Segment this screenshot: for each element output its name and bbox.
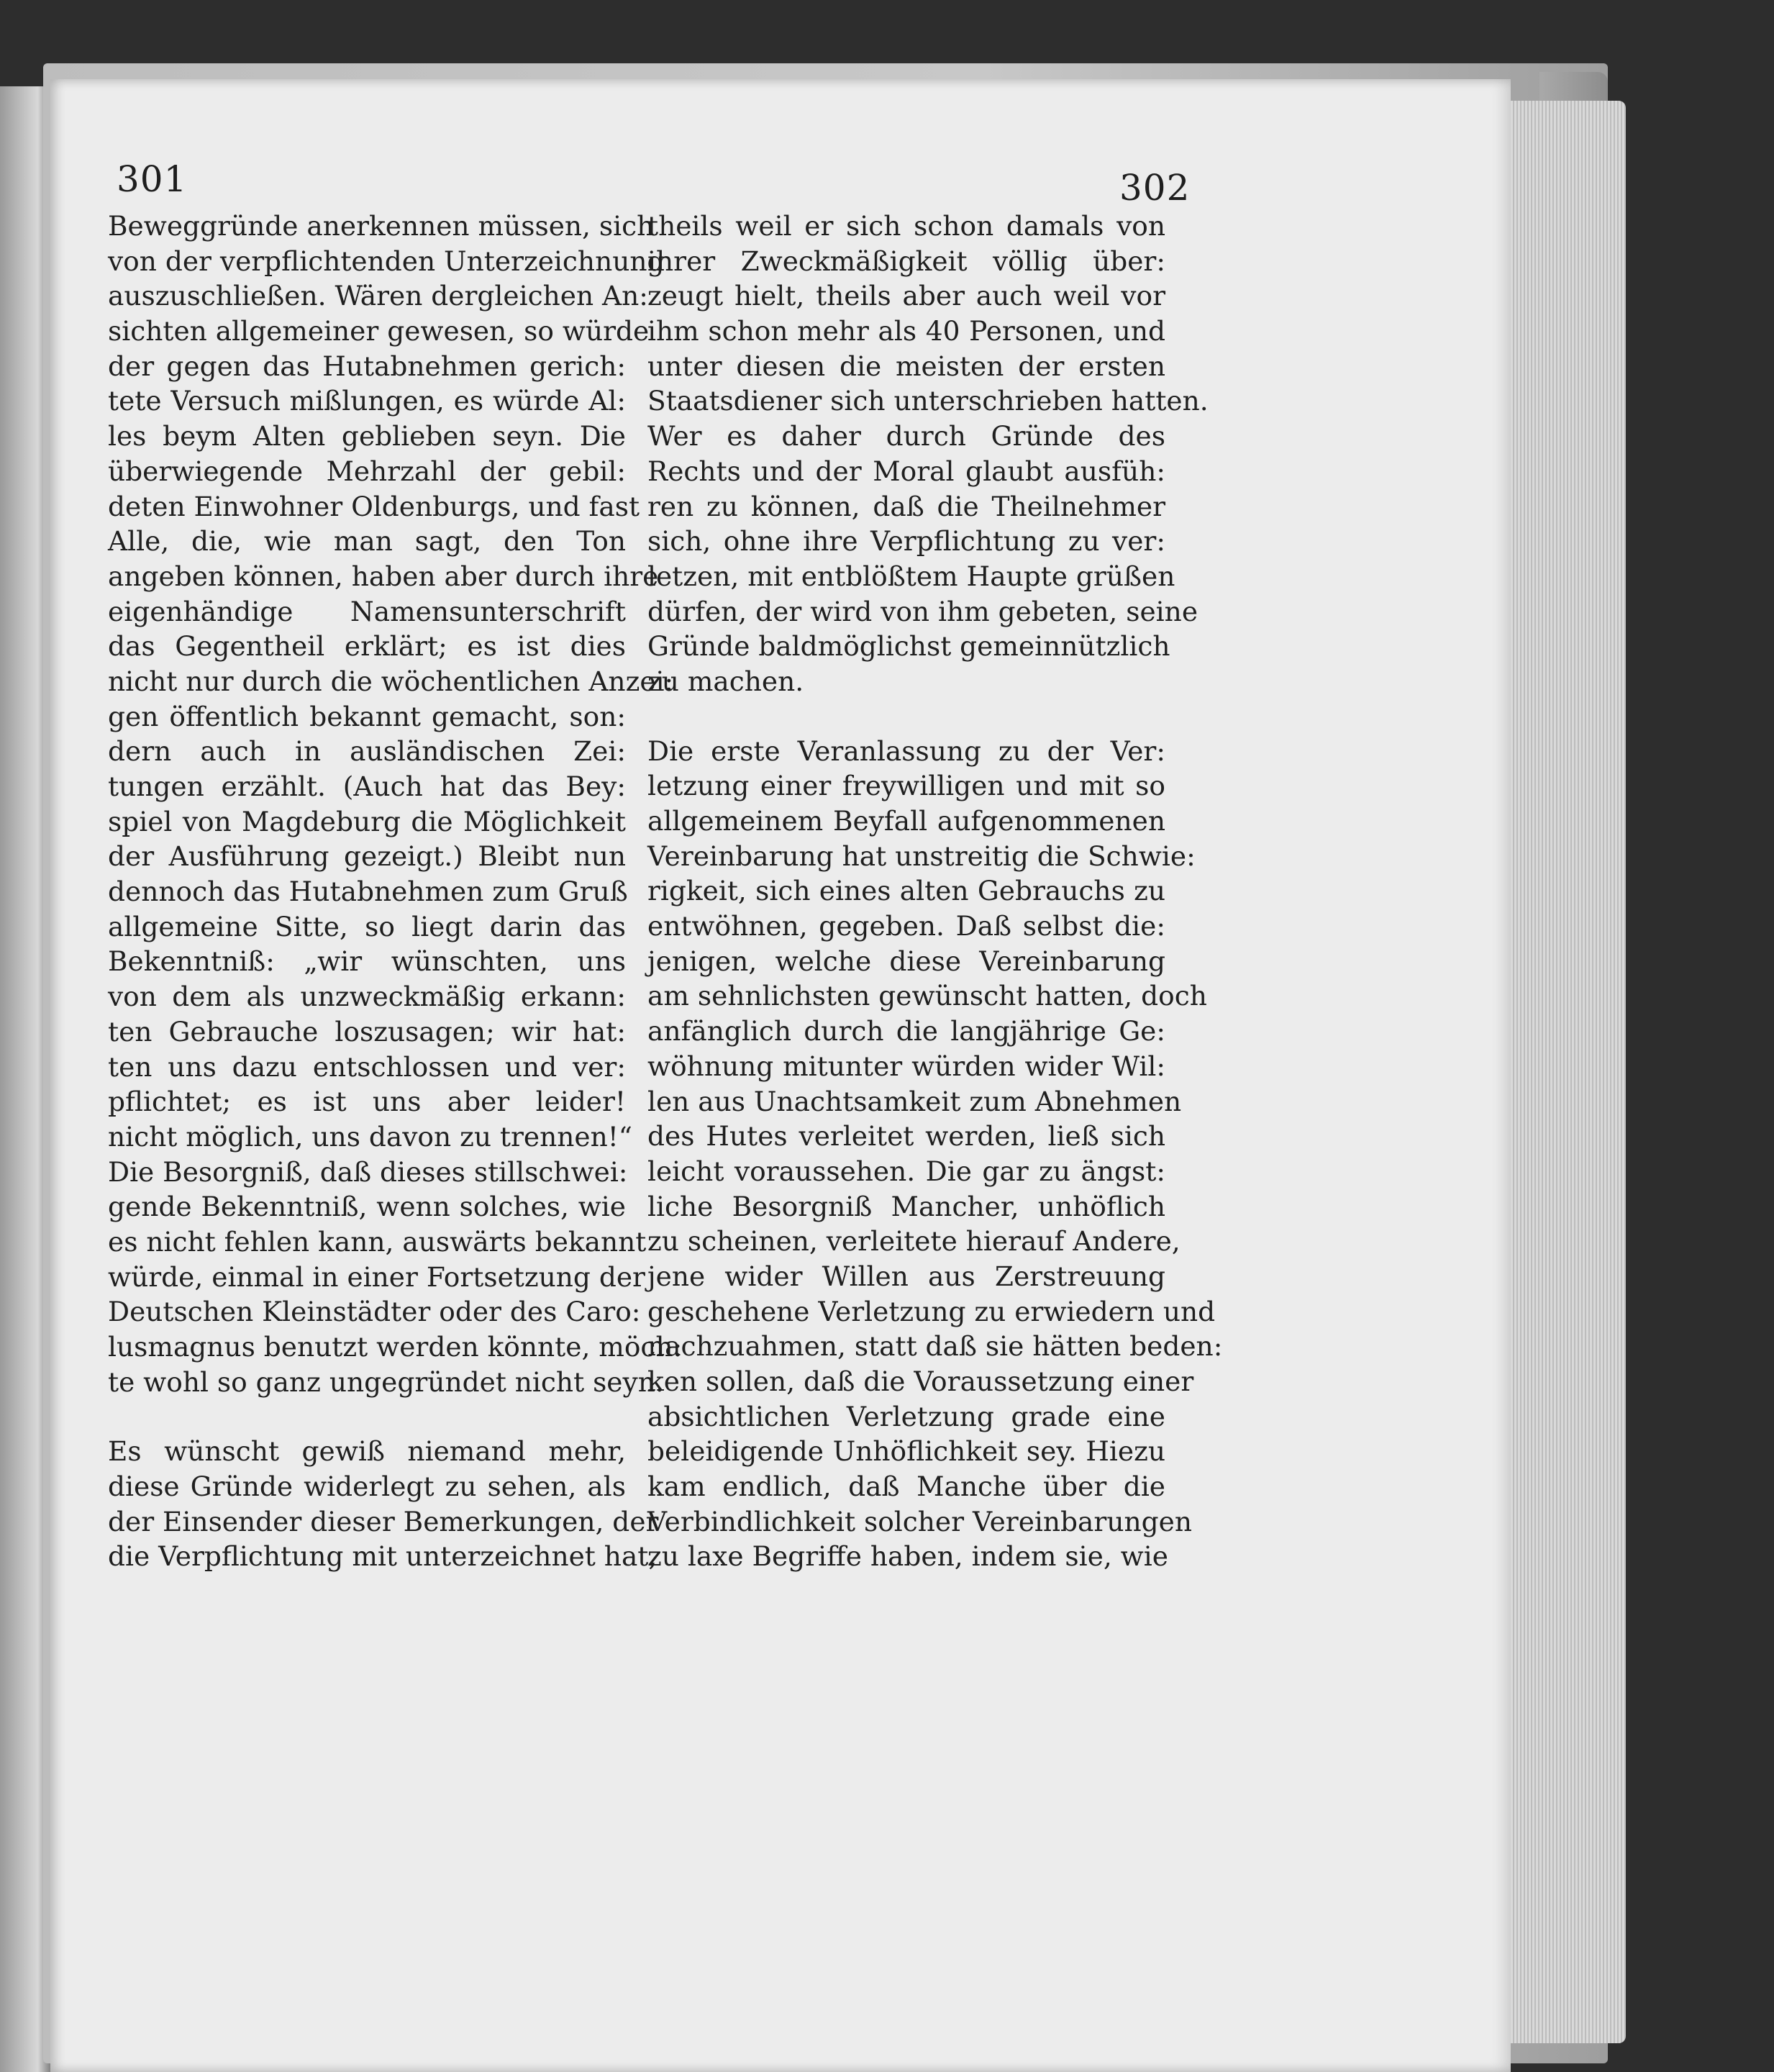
text-line: geschehene Verletzung zu erwiedern und	[647, 1295, 1216, 1327]
text-column-right	[647, 209, 1223, 1574]
text-line: entwöhnen, gegeben. Daß selbst die:	[647, 910, 1165, 942]
text-line: das Gegentheil erklärt; es ist dies	[108, 630, 626, 663]
text-line: pflichtet; es ist uns aber leider!	[108, 1086, 626, 1118]
text-line: gen öffentlich bekannt gemacht, son:	[108, 700, 626, 732]
text-line: Gründe baldmöglichst gemeinnützlich	[647, 630, 1170, 663]
text-line: lusmagnus benutzt werden könnte, möch:	[108, 1331, 683, 1363]
text-line: ihm schon mehr als 40 Personen, und	[647, 315, 1165, 347]
text-line: ten uns dazu entschlossen und ver:	[108, 1050, 626, 1083]
text-line: Vereinbarung hat unstreitig die Schwie:	[647, 840, 1196, 872]
page-number-right: 302	[1119, 167, 1191, 209]
text-line: letzung einer freywilligen und mit so	[647, 770, 1165, 802]
text-line: zu scheinen, verleitete hierauf Andere,	[647, 1225, 1181, 1258]
paragraph-gap	[108, 1399, 626, 1434]
text-line: Rechts und der Moral glaubt ausfüh:	[647, 455, 1165, 487]
text-line: von dem als unzweckmäßig erkann:	[108, 981, 626, 1013]
text-line: von der verpflichtenden Unterzeichnung	[108, 245, 665, 277]
text-line: zu laxe Begriffe haben, indem sie, wie	[647, 1540, 1168, 1573]
text-line: anfänglich durch die langjährige Ge:	[647, 1015, 1165, 1048]
text-line: allgemeine Sitte, so liegt darin das	[108, 910, 626, 942]
text-line: am sehnlichsten gewünscht hatten, doch	[647, 980, 1207, 1012]
text-line: nicht möglich, uns davon zu trennen!“	[108, 1120, 632, 1153]
text-line: ren zu können, daß die Theilnehmer	[647, 490, 1165, 522]
text-line: ihrer Zweckmäßigkeit völlig über:	[647, 245, 1165, 277]
text-line: Deutschen Kleinstädter oder des Caro:	[108, 1296, 641, 1328]
text-line: es nicht fehlen kann, auswärts bekannt	[108, 1225, 647, 1258]
text-line: dern auch in ausländischen Zei:	[108, 735, 626, 768]
text-line: zu machen.	[647, 665, 804, 697]
text-line: dürfen, der wird von ihm gebeten, seine	[647, 595, 1198, 627]
text-line: les beym Alten geblieben seyn. Die	[108, 420, 626, 453]
text-line: allgemeinem Beyfall aufgenommenen	[647, 805, 1165, 837]
text-line: tungen erzählt. (Auch hat das Bey:	[108, 771, 626, 802]
text-line: rigkeit, sich eines alten Gebrauchs zu	[647, 875, 1165, 907]
text-line: sichten allgemeiner gewesen, so würde	[108, 315, 650, 347]
text-line: würde, einmal in einer Fortsetzung der	[108, 1260, 645, 1293]
text-line: dennoch das Hutabnehmen zum Gruß	[108, 876, 628, 908]
text-line: Alle, die, wie man sagt, den Ton	[108, 525, 626, 558]
text-line: Es wünscht gewiß niemand mehr,	[108, 1435, 626, 1468]
text-line: der Ausführung gezeigt.) Bleibt nun	[108, 840, 626, 873]
text-line: absichtlichen Verletzung grade eine	[647, 1400, 1165, 1432]
text-line: Verbindlichkeit solcher Vereinbarungen	[647, 1505, 1192, 1537]
text-line: letzen, mit entblößtem Haupte grüßen	[647, 560, 1175, 592]
text-line: wöhnung mitunter würden wider Wil:	[647, 1050, 1165, 1082]
text-line: Bekenntniß: „wir wünschten, uns	[108, 945, 626, 978]
text-line: ten Gebrauche loszusagen; wir hat:	[108, 1015, 626, 1048]
text-line: sich, ohne ihre Verpflichtung zu ver:	[647, 525, 1165, 558]
text-line: eigenhändige Namensunterschrift	[108, 595, 626, 627]
text-line: Staatsdiener sich unterschrieben hatten.	[647, 385, 1209, 417]
text-line: zeugt hielt, theils aber auch weil vor	[647, 280, 1165, 312]
text-line: te wohl so ganz ungegründet nicht seyn.	[108, 1366, 664, 1398]
text-line: auszuschließen. Wären dergleichen An:	[108, 280, 648, 312]
text-column-left	[108, 209, 683, 1574]
text-line: gende Bekenntniß, wenn solches, wie	[108, 1191, 626, 1223]
text-line: der gegen das Hutabnehmen gerich:	[108, 350, 626, 382]
text-line: überwiegende Mehrzahl der gebil:	[108, 455, 626, 487]
text-line: jene wider Willen aus Zerstreuung	[647, 1260, 1165, 1292]
text-line: Die erste Veranlassung zu der Ver:	[647, 735, 1165, 767]
text-line: spiel von Magdeburg die Möglichkeit	[108, 805, 626, 837]
text-line: len aus Unachtsamkeit zum Abnehmen	[647, 1085, 1182, 1117]
text-line: der Einsender dieser Bemerkungen, der	[108, 1505, 659, 1537]
text-line: theils weil er sich schon damals von	[647, 210, 1165, 242]
text-line: unter diesen die meisten der ersten	[647, 350, 1165, 382]
text-line: leicht voraussehen. Die gar zu ängst:	[647, 1155, 1165, 1187]
text-line: die Verpflichtung mit unterzeichnet hat,	[108, 1540, 658, 1573]
text-line: nicht nur durch die wöchentlichen Anzei:	[108, 665, 674, 697]
text-line: liche Besorgniß Mancher, unhöflich	[647, 1190, 1165, 1222]
text-line: tete Versuch mißlungen, es würde Al:	[108, 385, 626, 417]
text-line: diese Gründe widerlegt zu sehen, als	[108, 1471, 626, 1503]
text-line: Wer es daher durch Gründe des	[647, 420, 1165, 453]
text-line: ken sollen, daß die Voraussetzung einer	[647, 1366, 1194, 1397]
text-line: jenigen, welche diese Vereinbarung	[647, 945, 1165, 977]
text-line: Beweggründe anerkennen müssen, sich	[108, 210, 655, 242]
text-line: deten Einwohner Oldenburgs, und fast	[108, 490, 640, 522]
text-line: nachzuahmen, statt daß sie hätten beden:	[647, 1330, 1223, 1363]
paragraph-gap	[647, 699, 1165, 734]
text-line: Die Besorgniß, daß dieses stillschwei:	[108, 1155, 628, 1188]
text-line: kam endlich, daß Manche über die	[647, 1471, 1165, 1503]
text-line: angeben können, haben aber durch ihre	[108, 560, 659, 592]
text-line: beleidigende Unhöflichkeit sey. Hiezu	[647, 1435, 1165, 1468]
text-line: des Hutes verleitet werden, ließ sich	[647, 1120, 1165, 1153]
page-number-left: 301	[117, 158, 188, 200]
